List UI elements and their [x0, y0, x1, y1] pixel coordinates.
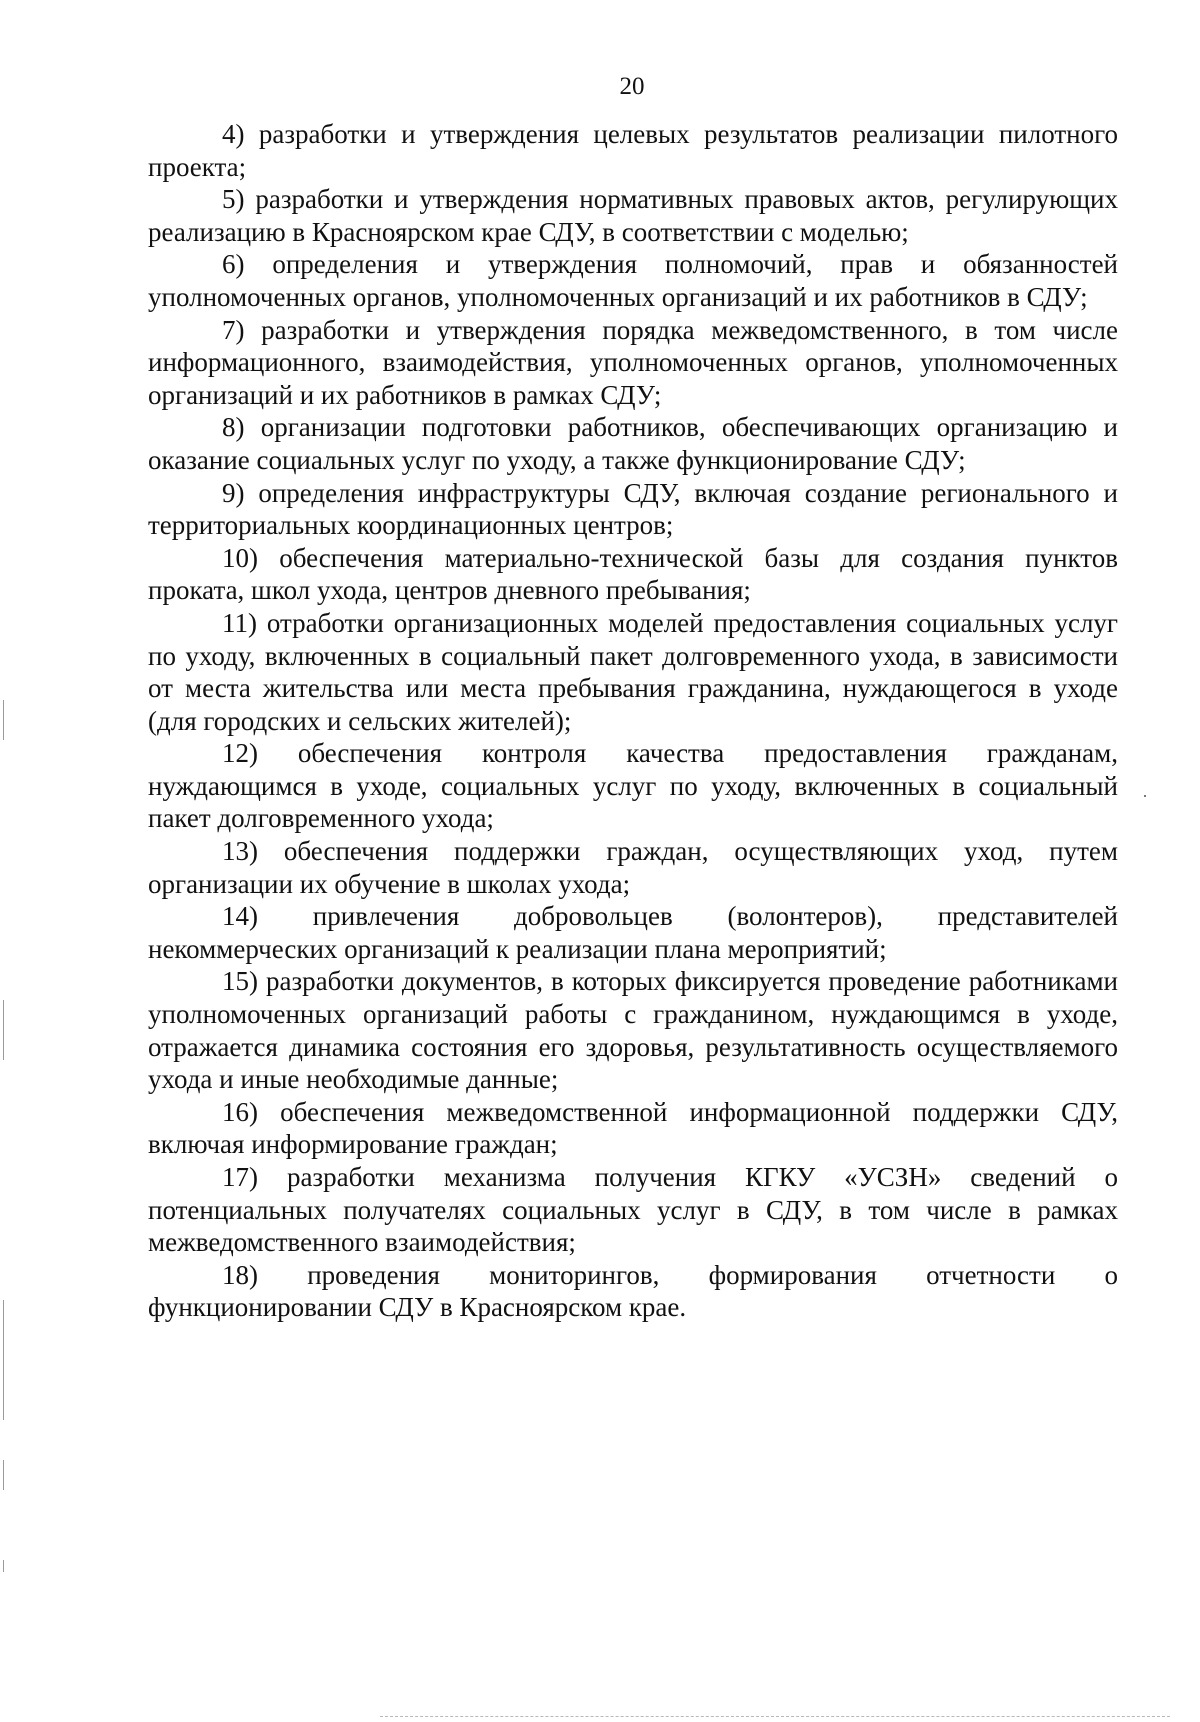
scan-bottom-noise [380, 1716, 1170, 1718]
list-item-18: 18) проведения мониторингов, формирования отчетности о функционировании СДУ в Красноярском крае. [148, 1259, 1118, 1323]
scan-edge-mark [3, 700, 4, 740]
list-item-13: 13) обеспечения поддержки граждан, осуществляющих уход, путем организации их обучение в школах ухода; [148, 836, 1118, 899]
scan-dot [1144, 795, 1146, 797]
list-item-7: 7) разработки и утверждения порядка межведомственного, в том числе информационного, взаимодействия, уполномоченных органов, уполномоченных организаций и их работников в рамках СДУ; [148, 314, 1118, 410]
list-item-6: 6) определения и утверждения полномочий, прав и обязанностей уполномоченных органов, уполномоченных организаций и их работников в СДУ; [148, 249, 1118, 312]
list-item-12: 12) обеспечения контроля качества предоставления гражданам, нуждающимся в уходе, социальных услуг по уходу, включенных в социальный пакет долговременного ухода; [148, 738, 1118, 834]
list-item-8: 8) организации подготовки работников, обеспечивающих организацию и оказание социальных услуг по уходу, а также функционирование СДУ; [148, 412, 1118, 475]
scan-edge-mark [3, 1300, 4, 1420]
page-number: 20 [619, 73, 645, 100]
list-item-10: 10) обеспечения материально-технической базы для создания пунктов проката, школ ухода, центров дневного пребывания; [148, 542, 1118, 606]
list-item-17: 17) разработки механизма получения КГКУ «УСЗН» сведений о потенциальных получателях социальных услуг в СДУ, в том числе в рамках межведомственного взаимодействия; [148, 1162, 1118, 1258]
scan-edge-mark [3, 1000, 4, 1060]
list-item-4: 4) разработки и утверждения целевых результатов реализации пилотного проекта; [148, 119, 1118, 182]
document-body [148, 118, 1118, 1324]
list-item-15: 15) разработки документов, в которых фиксируется проведение работниками уполномоченных организаций работы с гражданином, нуждающимся в уходе, отражается динамика состояния его здоровья, результативность осуществляемого ухода и иные необходимые данные; [148, 966, 1118, 1095]
list-item-14: 14) привлечения добровольцев (волонтеров), представителей некоммерческих организаций к реализации плана мероприятий; [148, 901, 1118, 964]
list-item-5: 5) разработки и утверждения нормативных правовых актов, регулирующих реализацию в Красноярском крае СДУ, в соответствии с моделью; [148, 184, 1118, 247]
scan-edge-mark [3, 1460, 4, 1490]
scan-edge-mark [3, 1560, 4, 1572]
list-item-9: 9) определения инфраструктуры СДУ, включая создание регионального и территориальных координационных центров; [148, 477, 1118, 541]
list-item-11: 11) отработки организационных моделей предоставления социальных услуг по уходу, включенных в социальный пакет долговременного ухода, в зависимости от места жительства или места пребывания гражданина, нуждающегося в уходе (для городских и сельских жителей); [148, 607, 1118, 736]
list-item-16: 16) обеспечения межведомственной информационной поддержки СДУ, включая информирование граждан; [148, 1096, 1118, 1160]
